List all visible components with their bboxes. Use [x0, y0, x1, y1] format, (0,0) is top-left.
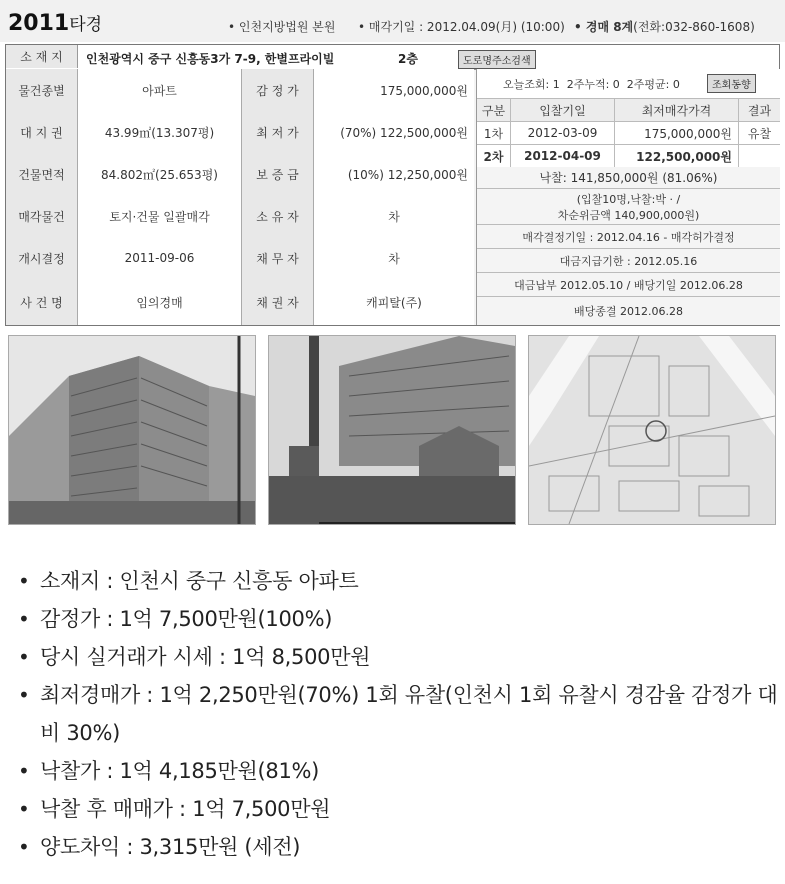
property-info-table — [6, 69, 474, 325]
bid-result — [739, 145, 780, 167]
bid-table — [477, 98, 780, 168]
auction-dept — [574, 18, 755, 35]
case-number — [8, 10, 102, 36]
table-row — [6, 195, 474, 238]
row-value: 84.802㎡(25.653평) — [78, 153, 242, 195]
bid-round: 1차 — [477, 122, 511, 144]
table-row — [6, 111, 474, 154]
row-value: 임의경매 — [78, 279, 242, 325]
view-trend-button[interactable]: 조회동향 — [707, 74, 756, 93]
row-label: 개시결정 — [6, 237, 78, 279]
row-label: 채 권 자 — [242, 279, 314, 325]
table-row — [6, 153, 474, 196]
row-value: 토지·건물 일괄매각 — [78, 195, 242, 237]
column-header: 입찰기일 — [511, 99, 615, 121]
list-item: • 당시 실거래가 시세 : 1억 8,500만원 — [18, 638, 778, 676]
row-label: 물건종별 — [6, 69, 78, 111]
dividend-closed: 배당종결 2012.06.28 — [477, 297, 780, 325]
row-value: 아파트 — [78, 69, 242, 111]
table-row — [6, 279, 474, 325]
location-row — [6, 45, 779, 70]
bid-date: 2012-04-09 — [511, 145, 615, 167]
row-label: 최 저 가 — [242, 111, 314, 153]
table-row — [477, 122, 780, 145]
view-stats: 오늘조회: 1 2주누적: 0 2주평균: 0 — [503, 78, 680, 91]
dept-phone: (전화:032-860-1608) — [633, 20, 755, 34]
row-label: 사 건 명 — [6, 279, 78, 325]
row-value: 캐피탈(주) — [314, 279, 474, 325]
bid-min-price: 175,000,000원 — [615, 122, 739, 144]
table-row — [6, 237, 474, 280]
table-row — [477, 145, 780, 168]
row-value: (10%) 12,250,000원 — [314, 153, 474, 195]
row-label: 대 지 권 — [6, 111, 78, 153]
sale-date: • 매각기일 : 2012.04.09(月) (10:00) — [358, 20, 565, 34]
list-item: • 낙찰가 : 1억 4,185만원(81%) — [18, 752, 778, 790]
sale-approval-date: 매각결정기일 : 2012.04.16 - 매각허가결정 — [477, 225, 780, 249]
location-address: 인천광역시 중구 신흥동3가 7-9, 한별프라이빌 — [86, 52, 335, 66]
row-value: 차 — [314, 195, 474, 237]
location-map[interactable] — [528, 335, 776, 525]
bid-result: 유찰 — [747, 126, 772, 141]
bid-date: 2012-03-09 — [511, 122, 615, 144]
bid-count-info — [477, 189, 780, 225]
list-item: • 소재지 : 인천시 중구 신흥동 아파트 — [18, 562, 778, 600]
row-label: 감 정 가 — [242, 69, 314, 111]
payment-deadline: 대금지급기한 : 2012.05.16 — [477, 249, 780, 273]
summary-list — [18, 562, 778, 866]
column-header: 최저매각가격 — [615, 99, 739, 121]
dept-label: • 경매 8계 — [574, 20, 634, 34]
row-value: 2011-09-06 — [78, 237, 242, 279]
row-value: 43.99㎡(13.307평) — [78, 111, 242, 153]
bid-table-header — [477, 98, 780, 122]
row-label: 보 증 금 — [242, 153, 314, 195]
row-value: (70%) 122,500,000원 — [314, 111, 474, 153]
bidders-line: (입찰10명,낙찰:박 · / — [576, 192, 681, 206]
table-row — [6, 69, 474, 112]
column-header: 구분 — [477, 99, 511, 121]
bid-round: 2차 — [477, 145, 511, 167]
row-value: 175,000,000원 — [314, 69, 474, 111]
list-item: • 낙찰 후 매매가 : 1억 7,500만원 — [18, 790, 778, 828]
location-label: 소 재 지 — [6, 45, 78, 68]
payment-dividend-date: 대금납부 2012.05.10 / 배당기일 2012.06.28 — [477, 273, 780, 297]
row-value: 차 — [314, 237, 474, 279]
court-name: • 인천지방법원 본원 — [228, 20, 336, 34]
photo-strip — [0, 335, 785, 523]
apartment-photo-1[interactable] — [8, 335, 256, 525]
apartment-photo-2[interactable] — [268, 335, 516, 525]
case-suffix: 타경 — [69, 15, 103, 35]
row-label: 매각물건 — [6, 195, 78, 237]
second-bid-line: 차순위금액 140,900,000원) — [557, 208, 700, 222]
list-item: • 감정가 : 1억 7,500만원(100%) — [18, 600, 778, 638]
road-address-search-button[interactable]: 도로명주소검색 — [458, 50, 536, 69]
auction-info-panel — [5, 44, 780, 326]
case-year: 2011 — [8, 11, 70, 36]
winning-bid: 낙찰: 141,850,000원 (81.06%) — [477, 167, 780, 189]
list-item: • 양도차익 : 3,315만원 (세전) — [18, 828, 778, 866]
case-header — [0, 0, 785, 42]
row-label: 건물면적 — [6, 153, 78, 195]
list-item: • 최저경매가 : 1억 2,250만원(70%) 1회 유찰(인천시 1회 유찰시 경감율 감정가 대비 30%) — [18, 676, 778, 752]
bid-history-panel — [476, 69, 780, 325]
row-label: 채 무 자 — [242, 237, 314, 279]
bid-min-price: 122,500,000원 — [615, 145, 739, 167]
location-floor: 2층 — [398, 52, 418, 66]
row-label: 소 유 자 — [242, 195, 314, 237]
column-header: 결과 — [747, 103, 772, 118]
